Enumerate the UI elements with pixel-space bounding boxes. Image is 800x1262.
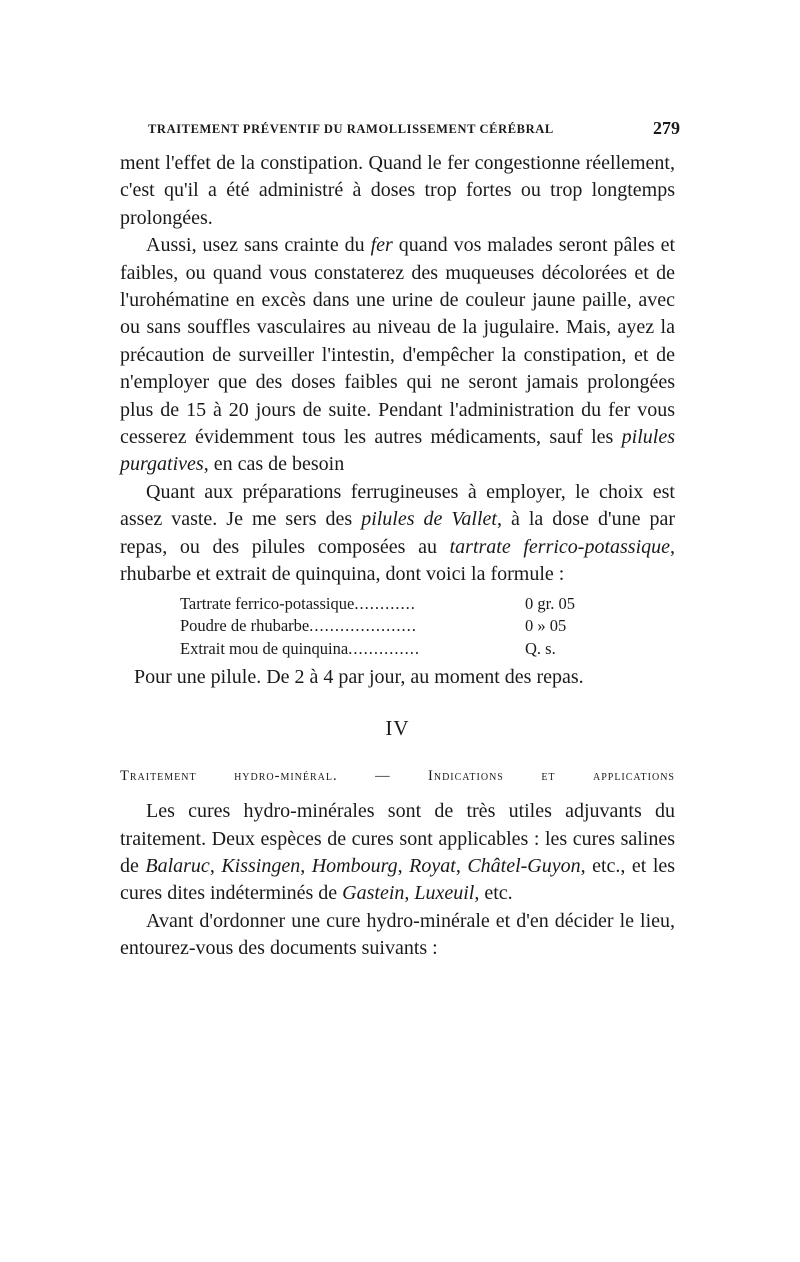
text-run: , rhubarbe et extrait de quinquina, dont voici la formule : xyxy=(120,535,676,586)
italic-term: fer xyxy=(370,234,393,257)
italic-term: pilules de Vallet xyxy=(361,508,497,531)
italic-place: Balaruc xyxy=(145,855,210,878)
text-run: Quant aux préparations ferrugineuses à employer, le choix est assez vaste. Je me sers des xyxy=(120,480,675,531)
paragraph-preparations xyxy=(120,479,675,589)
italic-term: pilules purgatives xyxy=(120,426,675,476)
separator: , xyxy=(397,855,410,878)
paragraph-iron-usage xyxy=(120,232,675,479)
section-title: Traitement hydro-minéral. — Indications et applications xyxy=(120,767,675,784)
text-run: , à la dose d'une par repas, ou des pilules composées au xyxy=(120,508,675,558)
text-run: , etc. xyxy=(474,882,513,905)
text-run: Aussi, usez sans crainte du xyxy=(146,234,371,257)
text-run: , etc., et les cures dites indéterminés de xyxy=(120,855,676,905)
formula-usage: Pour une pilule. De 2 à 4 par jour, au moment des repas. xyxy=(134,666,584,688)
page-number: 279 xyxy=(653,118,680,138)
formula-ingredient xyxy=(180,593,525,616)
separator: , xyxy=(404,882,415,905)
formula-row xyxy=(180,593,675,616)
prescription-formula xyxy=(120,593,675,661)
running-title: TRAITEMENT PRÉVENTIF DU RAMOLLISSEMENT CÉRÉBRAL xyxy=(148,122,554,136)
paragraph-documents: Avant d'ordonner une cure hydro-minérale et d'en décider le lieu, entourez-vous des documents suivants : xyxy=(120,909,675,960)
paragraph-cures xyxy=(120,798,675,908)
italic-place: Luxeuil xyxy=(414,882,475,905)
paragraph-continuation: ment l'effet de la constipation. Quand le fer congestionne réellement, c'est qu'il a été administré à doses trop fortes ou trop longtemps prolongées. xyxy=(120,152,675,229)
text-run: , en cas de besoin xyxy=(203,453,345,476)
italic-place: Royat xyxy=(409,855,456,878)
leader-dots: ..................... xyxy=(309,616,417,635)
ingredient-name: Poudre de rhubarbe xyxy=(180,616,310,635)
leader-dots: .............. xyxy=(348,638,420,658)
formula-quantity: 0 gr. 05 xyxy=(525,593,575,613)
italic-place: Kissingen xyxy=(221,855,301,878)
text-run: Les cures hydro-minérales sont de très utiles adjuvants du traitement. Deux espèces de cures sont applicables : les cures salines de xyxy=(120,800,675,878)
formula-quantity: 0 » 05 xyxy=(525,616,567,635)
running-head xyxy=(148,118,680,140)
formula-quantity: Q. s. xyxy=(525,638,556,658)
ingredient-name: Extrait mou de quinquina xyxy=(180,638,349,658)
italic-term: tartrate ferrico-potassique xyxy=(449,535,671,558)
body-text xyxy=(120,150,675,963)
italic-place: Gastein xyxy=(342,882,405,905)
italic-place: Châtel-Guyon xyxy=(467,855,581,878)
ingredient-name: Tartrate ferrico-potassique xyxy=(180,593,355,613)
text-run: quand vos malades seront pâles et faibles, ou quand vous constaterez des muqueuses décolorées et de l'urohématine en excès dans une urine de couleur jaune paille, avec ou sans souffles vasculaires au niveau de la jugulaire. Mais, ayez la précaution de surveiller l'intestin, d'empêcher la constipation, et de n'employer que des doses faibles qui ne seront jamais prolongées plus de 15 à 20 jours de suite. Pendant l'administration du fer vous cesserez évidemment tous les autres médicaments, sauf les xyxy=(120,234,676,449)
formula-ingredient xyxy=(180,638,525,661)
formula-row xyxy=(180,615,675,638)
section-number: IV xyxy=(385,716,410,741)
separator: , xyxy=(209,855,222,878)
separator: , xyxy=(455,855,468,878)
formula-row xyxy=(180,638,675,661)
italic-place: Hombourg xyxy=(311,855,398,878)
formula-ingredient xyxy=(180,615,525,638)
separator: , xyxy=(300,855,312,878)
leader-dots: ............ xyxy=(354,593,416,613)
